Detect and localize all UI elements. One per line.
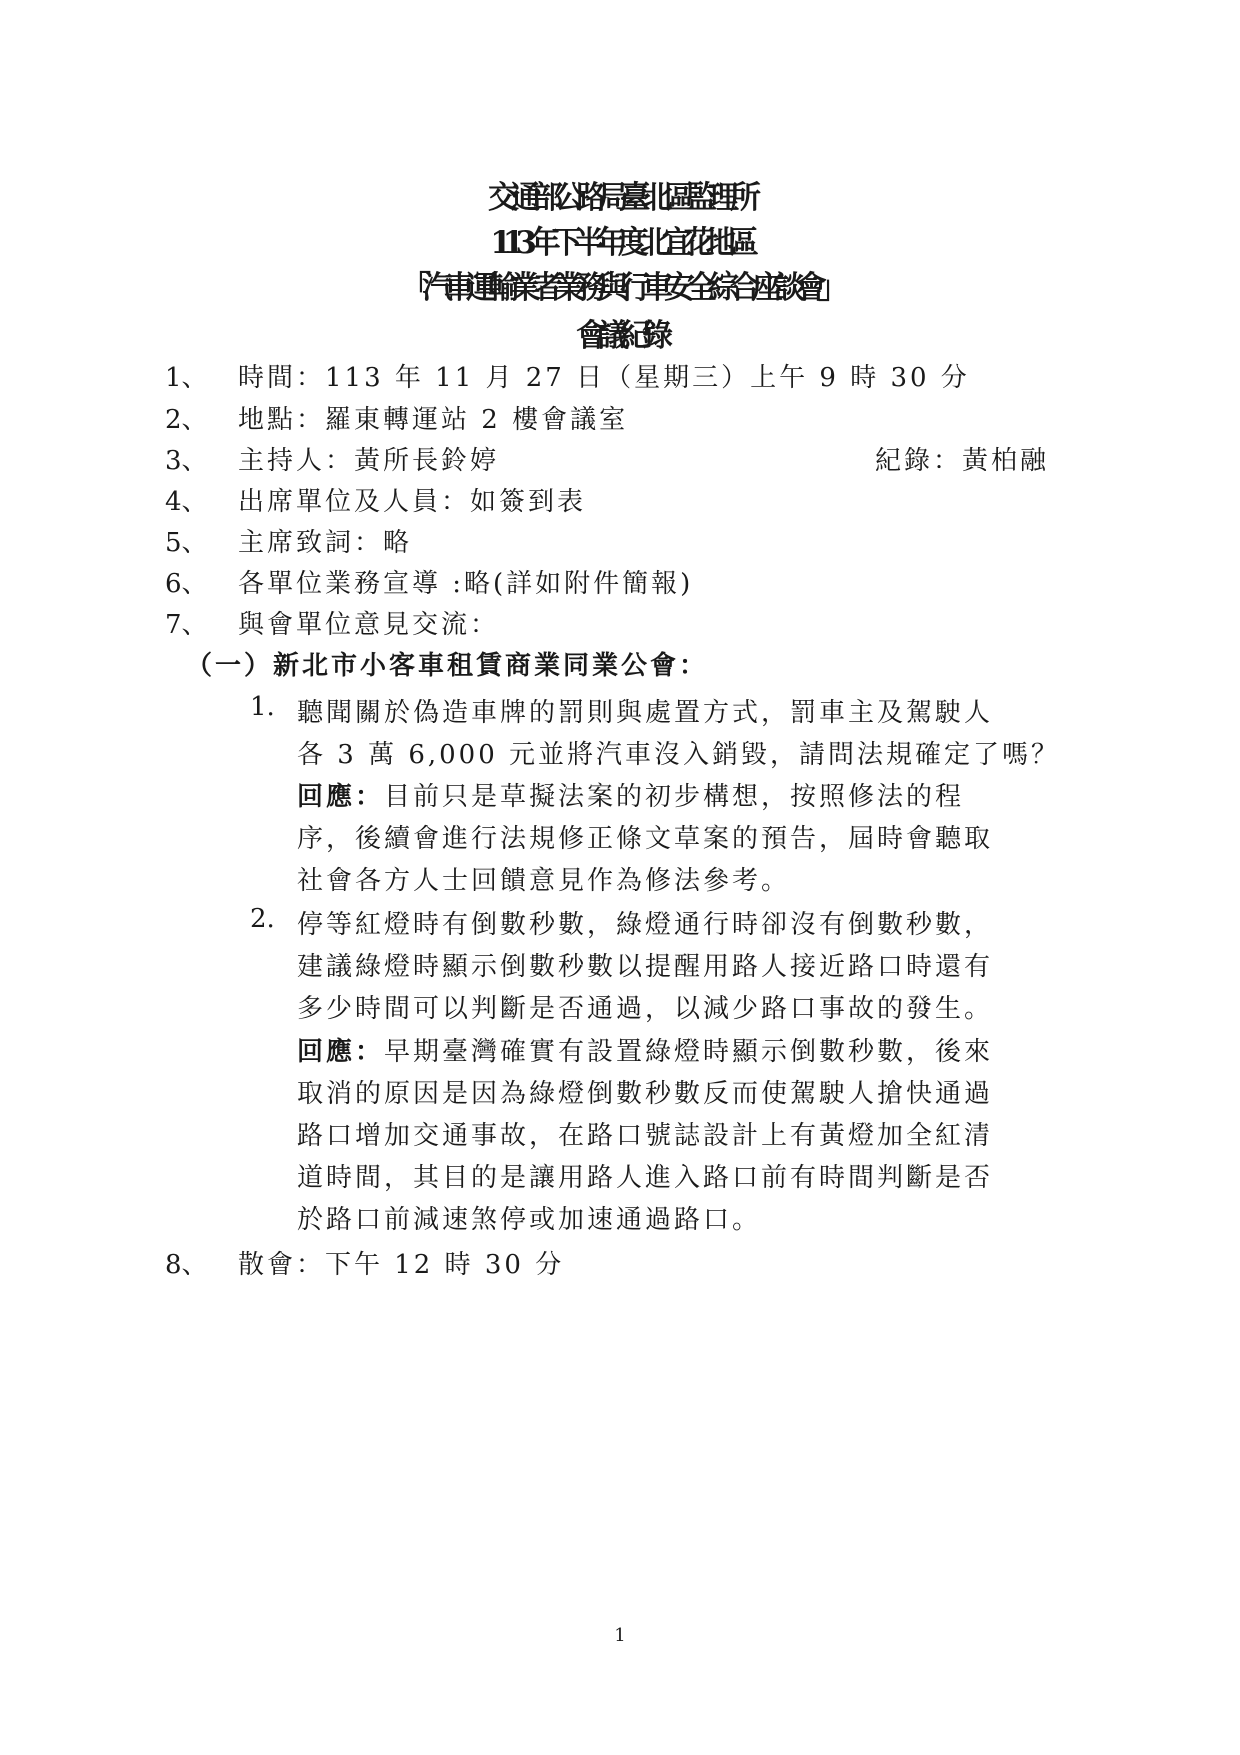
- reply-2-line: 道時間，其目的是讓用路人進入路口前有時間判斷是否: [297, 1163, 994, 1193]
- item-2-location: 地點：羅東轉運站 2 樓會議室: [238, 405, 629, 435]
- item-5-number: 5、: [165, 528, 208, 558]
- question-1-line: 聽聞關於偽造車牌的罰則與處置方式，罰車主及駕駛人: [297, 698, 994, 728]
- reply-1-line: 社會各方人士回饋意見作為修法參考。: [297, 866, 791, 896]
- reply-2-line: 於路口前減速煞停或加速通過路口。: [297, 1205, 762, 1235]
- question-1-number: 1.: [250, 692, 275, 722]
- question-2-line: 多少時間可以判斷是否通過，以減少路口事故的發生。: [297, 994, 994, 1024]
- item-8-number: 8、: [165, 1250, 208, 1280]
- reply-2-line: 路口增加交通事故，在路口號誌設計上有黃燈加全紅清: [297, 1121, 994, 1151]
- item-3-recorder: 紀錄：黃柏融: [875, 446, 1050, 476]
- item-3-number: 3、: [165, 446, 208, 476]
- agency-title: 交通部公路局臺北區監理所: [488, 180, 752, 216]
- question-2-line: 停等紅燈時有倒數秒數，綠燈通行時卻沒有倒數秒數，: [297, 910, 994, 940]
- item-1-time: 時間：113 年 11 月 27 日（星期三）上午 9 時 30 分: [238, 363, 970, 393]
- reply-2-text: 早期臺灣確實有設置綠燈時顯示倒數秒數，後來: [384, 1037, 994, 1067]
- item-6-briefing: 各單位業務宣導 :略(詳如附件簡報): [238, 569, 694, 599]
- item-4-attendees: 出席單位及人員：如簽到表: [238, 487, 587, 517]
- item-1-number: 1、: [165, 363, 208, 393]
- section-heading: （一）新北市小客車租賃商業同業公會：: [186, 651, 709, 681]
- question-1-line: 各 3 萬 6,000 元並將汽車沒入銷毀，請問法規確定了嗎？: [297, 740, 1061, 770]
- item-2-number: 2、: [165, 405, 208, 435]
- item-3-host: 主持人：黃所長鈴婷: [238, 446, 500, 476]
- question-2-line: 建議綠燈時顯示倒數秒數以提醒用路人接近路口時還有: [297, 952, 994, 982]
- page-number: 1: [614, 1625, 626, 1646]
- reply-1-first-line: [297, 776, 964, 813]
- item-6-number: 6、: [165, 569, 208, 599]
- item-7-number: 7、: [165, 610, 208, 640]
- reply-2-label: 回應：: [297, 1037, 385, 1067]
- meeting-title: 「汽車運輸業者業務與行車安全綜合座談會」: [400, 270, 840, 306]
- reply-1-line: 序，後續會進行法規修正條文草案的預告，屆時會聽取: [297, 824, 994, 854]
- reply-1-label: 回應：: [297, 782, 385, 812]
- reply-2-first-line: [297, 1031, 993, 1068]
- item-5-chair-speech: 主席致詞：略: [238, 528, 413, 558]
- reply-1-text: 目前只是草擬法案的初步構想，按照修法的程: [384, 782, 965, 812]
- item-7-exchange: 與會單位意見交流：: [238, 610, 500, 640]
- question-2-number: 2.: [250, 904, 275, 934]
- period-title: 113 年下半年度北宜花地區: [490, 225, 750, 261]
- item-8-adjourn: 散會：下午 12 時 30 分: [238, 1250, 565, 1280]
- item-4-number: 4、: [165, 487, 208, 517]
- document-type-title: 會議紀錄: [576, 318, 664, 354]
- reply-2-line: 取消的原因是因為綠燈倒數秒數反而使駕駛人搶快通過: [297, 1079, 994, 1109]
